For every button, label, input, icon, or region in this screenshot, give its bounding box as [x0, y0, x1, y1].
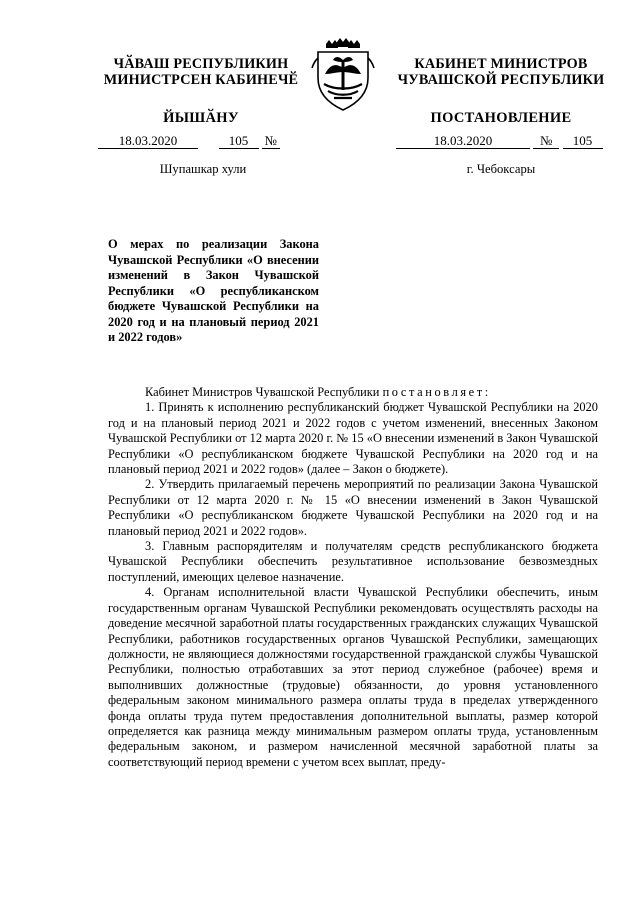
right-org-line2: ЧУВАШСКОЙ РЕСПУБЛИКИ	[397, 72, 605, 88]
right-number: 105	[563, 134, 603, 149]
city-left: Шупашкар хули	[159, 162, 247, 176]
left-org-line1: ЧӐВАШ РЕСПУБЛИКИН	[113, 56, 289, 72]
right-date: 18.03.2020	[396, 134, 530, 149]
paragraph-4: 4. Органам исполнительной власти Чувашской Республики обеспечить, иным государственным органам Чувашской Республики рекомендовать осуществлять расходы на доведение месячной заработной платы государственных гражданских служащих Чувашской Республики, работников государственных органов Чувашской Республики, замещающих должности, не являющиеся должностями государственной гражданской службы Чувашской Республики, полностью отработавших за этот период служебное (рабочее) время и выполнивших должностные (трудовые) обязанности, до уровня установленного федеральным законом минимального размера оплаты труда в пределах утвержденного фонда оплаты труда путем предоставления дополнительной выплаты, размер которой определяется как разница между минимальным размером оплаты труда, установленным федеральным законом, и размером начисленной месячной заработной платы за соответствующий период времени с учетом всех выплат, преду-	[108, 585, 598, 769]
document-body	[108, 385, 598, 770]
intro-paragraph	[108, 385, 598, 400]
paragraph-2: 2. Утвердить прилагаемый перечень мероприятий по реализации Закона Чувашской Республики от 12 марта 2020 г. № 15 «О внесении изменений в Закон Чувашской Республики «О республиканском бюджете Чувашской Республики на 2020 год и на плановый период 2021 и 2022 годов».	[108, 477, 598, 538]
left-org-line2: МИНИСТРСЕН КАБИНЕЧӖ	[103, 72, 299, 88]
left-doctype: ЙЫШӐНУ	[163, 110, 239, 126]
city-right: г. Чебоксары	[466, 162, 536, 176]
right-doctype: ПОСТАНОВЛЕНИЕ	[430, 110, 572, 126]
document-subject: О мерах по реализации Закона Чувашской Республики «О внесении изменений в Закон Чувашской Республики «О республиканском бюджете Чувашской Республики на 2020 год и на плановый период 2021 и 2022 годов»	[108, 237, 319, 344]
paragraph-3: 3. Главным распорядителям и получателям средств республиканского бюджета Чувашской Республики обеспечить результативное использование безвозмездных поступлений, имеющих целевое назначение.	[108, 539, 598, 584]
intro-text: Кабинет Министров Чувашской Республики	[145, 385, 380, 399]
header-right-block	[396, 56, 606, 127]
right-number-sign: №	[533, 134, 559, 149]
chuvash-coat-of-arms-icon	[304, 38, 382, 116]
left-date: 18.03.2020	[98, 134, 198, 149]
intro-spaced-text: постановляет:	[382, 385, 491, 399]
right-dateline	[396, 133, 603, 149]
right-org-line1: КАБИНЕТ МИНИСТРОВ	[414, 56, 588, 72]
paragraph-1: 1. Принять к исполнению республиканский бюджет Чувашской Республики на 2020 год и на плановый период 2021 и 2022 годов с учетом изменений, внесенных Законом Чувашской Республики от 12 марта 2020 г. № 15 «О внесении изменений в Закон Чувашской Республики «О республиканском бюджете Чувашской Республики на 2020 год и на плановый период 2021 и 2022 годов» (далее – Закон о бюджете).	[108, 400, 598, 477]
left-dateline	[98, 133, 280, 149]
left-number: 105	[219, 134, 259, 149]
header-left-block	[96, 56, 306, 127]
left-number-sign: №	[262, 134, 280, 149]
